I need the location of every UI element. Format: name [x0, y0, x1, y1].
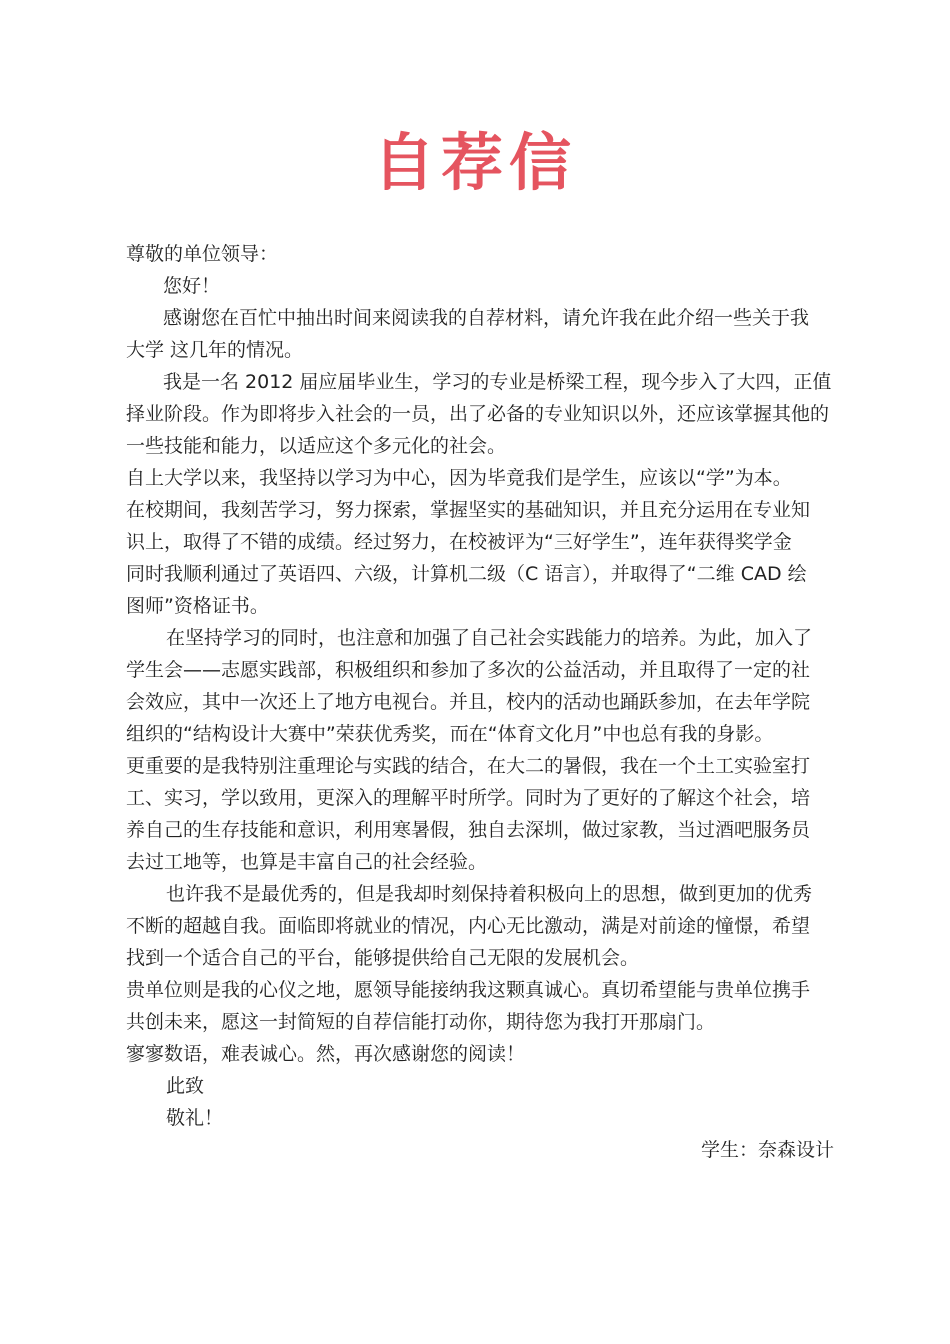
- body-line: 大学 这几年的情况。: [126, 339, 304, 361]
- closing-salute: 敬礼！: [166, 1107, 224, 1129]
- body-line: 会效应，其中一次还上了地方电视台。并且，校内的活动也踊跃参加，在去年学院: [126, 691, 811, 713]
- body-line: 感谢您在百忙中抽出时间来阅读我的自荐材料，请允许我在此介绍一些关于我: [163, 307, 810, 329]
- signature: 学生：奈森设计: [700, 1139, 834, 1161]
- body-line: 共创未来，愿这一封简短的自荐信能打动你，期待您为我打开那扇门。: [126, 1011, 716, 1033]
- body-line: 找到一个适合自己的平台，能够提供给自己无限的发展机会。: [126, 947, 640, 969]
- body-line: 同时我顺利通过了英语四、六级，计算机二级（C 语言），并取得了“二维 CAD 绘: [126, 563, 807, 585]
- body-line: 去过工地等，也算是丰富自己的社会经验。: [126, 851, 488, 873]
- body-line: 工、实习，学以致用，更深入的理解平时所学。同时为了更好的了解这个社会，培: [126, 787, 811, 809]
- body-line: 贵单位则是我的心仪之地，愿领导能接纳我这颗真诚心。真切希望能与贵单位携手: [126, 979, 811, 1001]
- body-line: 在坚持学习的同时，也注意和加强了自己社会实践能力的培养。为此，加入了: [166, 627, 813, 649]
- body-line: 不断的超越自我。面临即将就业的情况，内心无比激动，满是对前途的憧憬，希望: [126, 915, 811, 937]
- body-line: 学生会——志愿实践部，积极组织和参加了多次的公益活动，并且取得了一定的社: [126, 659, 811, 681]
- body-line: 更重要的是我特别注重理论与实践的结合，在大二的暑假，我在一个土工实验室打: [126, 755, 811, 777]
- body-line: 图师”资格证书。: [126, 595, 269, 617]
- body-line: 择业阶段。作为即将步入社会的一员，出了必备的专业知识以外，还应该掌握其他的: [126, 403, 830, 425]
- body-line: 我是一名 2012 届应届毕业生，学习的专业是桥梁工程，现今步入了大四，正值: [163, 371, 832, 393]
- letter-title: 自荐信: [372, 126, 577, 199]
- body-line: 一些技能和能力，以适应这个多元化的社会。: [126, 435, 507, 457]
- closing-phrase: 此致: [166, 1075, 205, 1097]
- greeting: 您好！: [163, 275, 221, 297]
- body-line: 自上大学以来，我坚持以学习为中心，因为毕竟我们是学生，应该以“学”为本。: [126, 467, 792, 489]
- body-line: 在校期间，我刻苦学习，努力探索，掌握坚实的基础知识，并且充分运用在专业知: [126, 499, 811, 521]
- body-line: 组织的“结构设计大赛中”荣获优秀奖，而在“体育文化月”中也总有我的身影。: [126, 723, 774, 745]
- body-line: 识上，取得了不错的成绩。经过努力，在校被评为“三好学生”，连年获得奖学金: [126, 531, 792, 553]
- salutation: 尊敬的单位领导：: [126, 243, 279, 265]
- letter-body: [126, 238, 836, 1166]
- body-line: 寥寥数语，难表诚心。然，再次感谢您的阅读！: [126, 1043, 526, 1065]
- body-line: 也许我不是最优秀的，但是我却时刻保持着积极向上的思想，做到更加的优秀: [166, 883, 813, 905]
- body-line: 养自己的生存技能和意识，利用寒暑假，独自去深圳，做过家教，当过酒吧服务员: [126, 819, 811, 841]
